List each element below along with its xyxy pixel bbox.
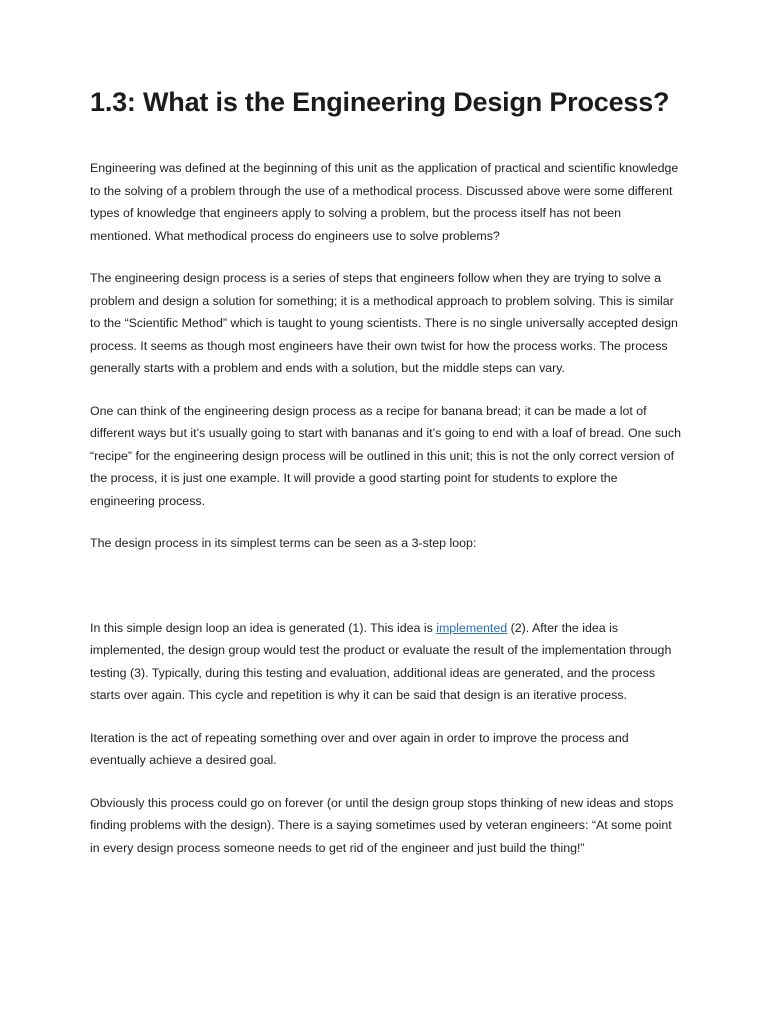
paragraph-definition: Engineering was defined at the beginning of this unit as the application of practical and scientific knowledge to the solving of a problem through the use of a methodical process. Discussed above were some different types of knowledge that engineers apply to solving a problem, but the process itself has not been mentioned. What methodical process do engineers use to solve problems? xyxy=(90,161,679,243)
paragraph-veteran-saying: Obviously this process could go on forever (or until the design group stops thinking of new ideas and stops finding problems with the design). There is a saying sometimes used by veteran engineers: “At some point in every design process someone needs to get rid of the engineer and just build the thing!” xyxy=(90,795,674,855)
loop-text-after-link: (2). After the idea is implemented, the design group would test the product or evaluate the result of the implementation through testing (3). Typically, during this testing and evaluation, additional ideas are generated, and the process starts over again. This cycle and repetition is why it can be said that design is an iterative process. xyxy=(90,620,672,702)
paragraph-simple-loop xyxy=(90,617,682,707)
document-body xyxy=(90,157,682,879)
page-title: 1.3: What is the Engineering Design Process? xyxy=(90,87,670,117)
implemented-link[interactable]: implemented xyxy=(436,620,508,635)
paragraph-three-step-loop: The design process in its simplest terms can be seen as a 3-step loop: xyxy=(90,536,477,550)
paragraph-design-process: The engineering design process is a series of steps that engineers follow when they are trying to solve a problem and design a solution for something; it is a methodical approach to problem solving. This is similar to the “Scientific Method” which is taught to young scientists. There is no single universally accepted design process. It seems as though most engineers have their own twist for how the process works. The process generally starts with a problem and ends with a solution, but the middle steps can vary. xyxy=(90,271,678,375)
paragraph-banana-bread: One can think of the engineering design process as a recipe for banana bread; it can be made a lot of different ways but it’s usually going to start with bananas and it’s going to end with a loaf of bread. One such “recipe” for the engineering design process will be outlined in this unit; this is not the only correct version of the process, it is just one example. It will provide a good starting point for students to explore the engineering process. xyxy=(90,403,681,508)
loop-text-before-link: In this simple design loop an idea is generated (1). This idea is xyxy=(90,620,437,635)
loop-figure-placeholder xyxy=(90,555,682,617)
paragraph-iteration: Iteration is the act of repeating something over and over again in order to improve the process and eventually achieve a desired goal. xyxy=(90,730,629,767)
